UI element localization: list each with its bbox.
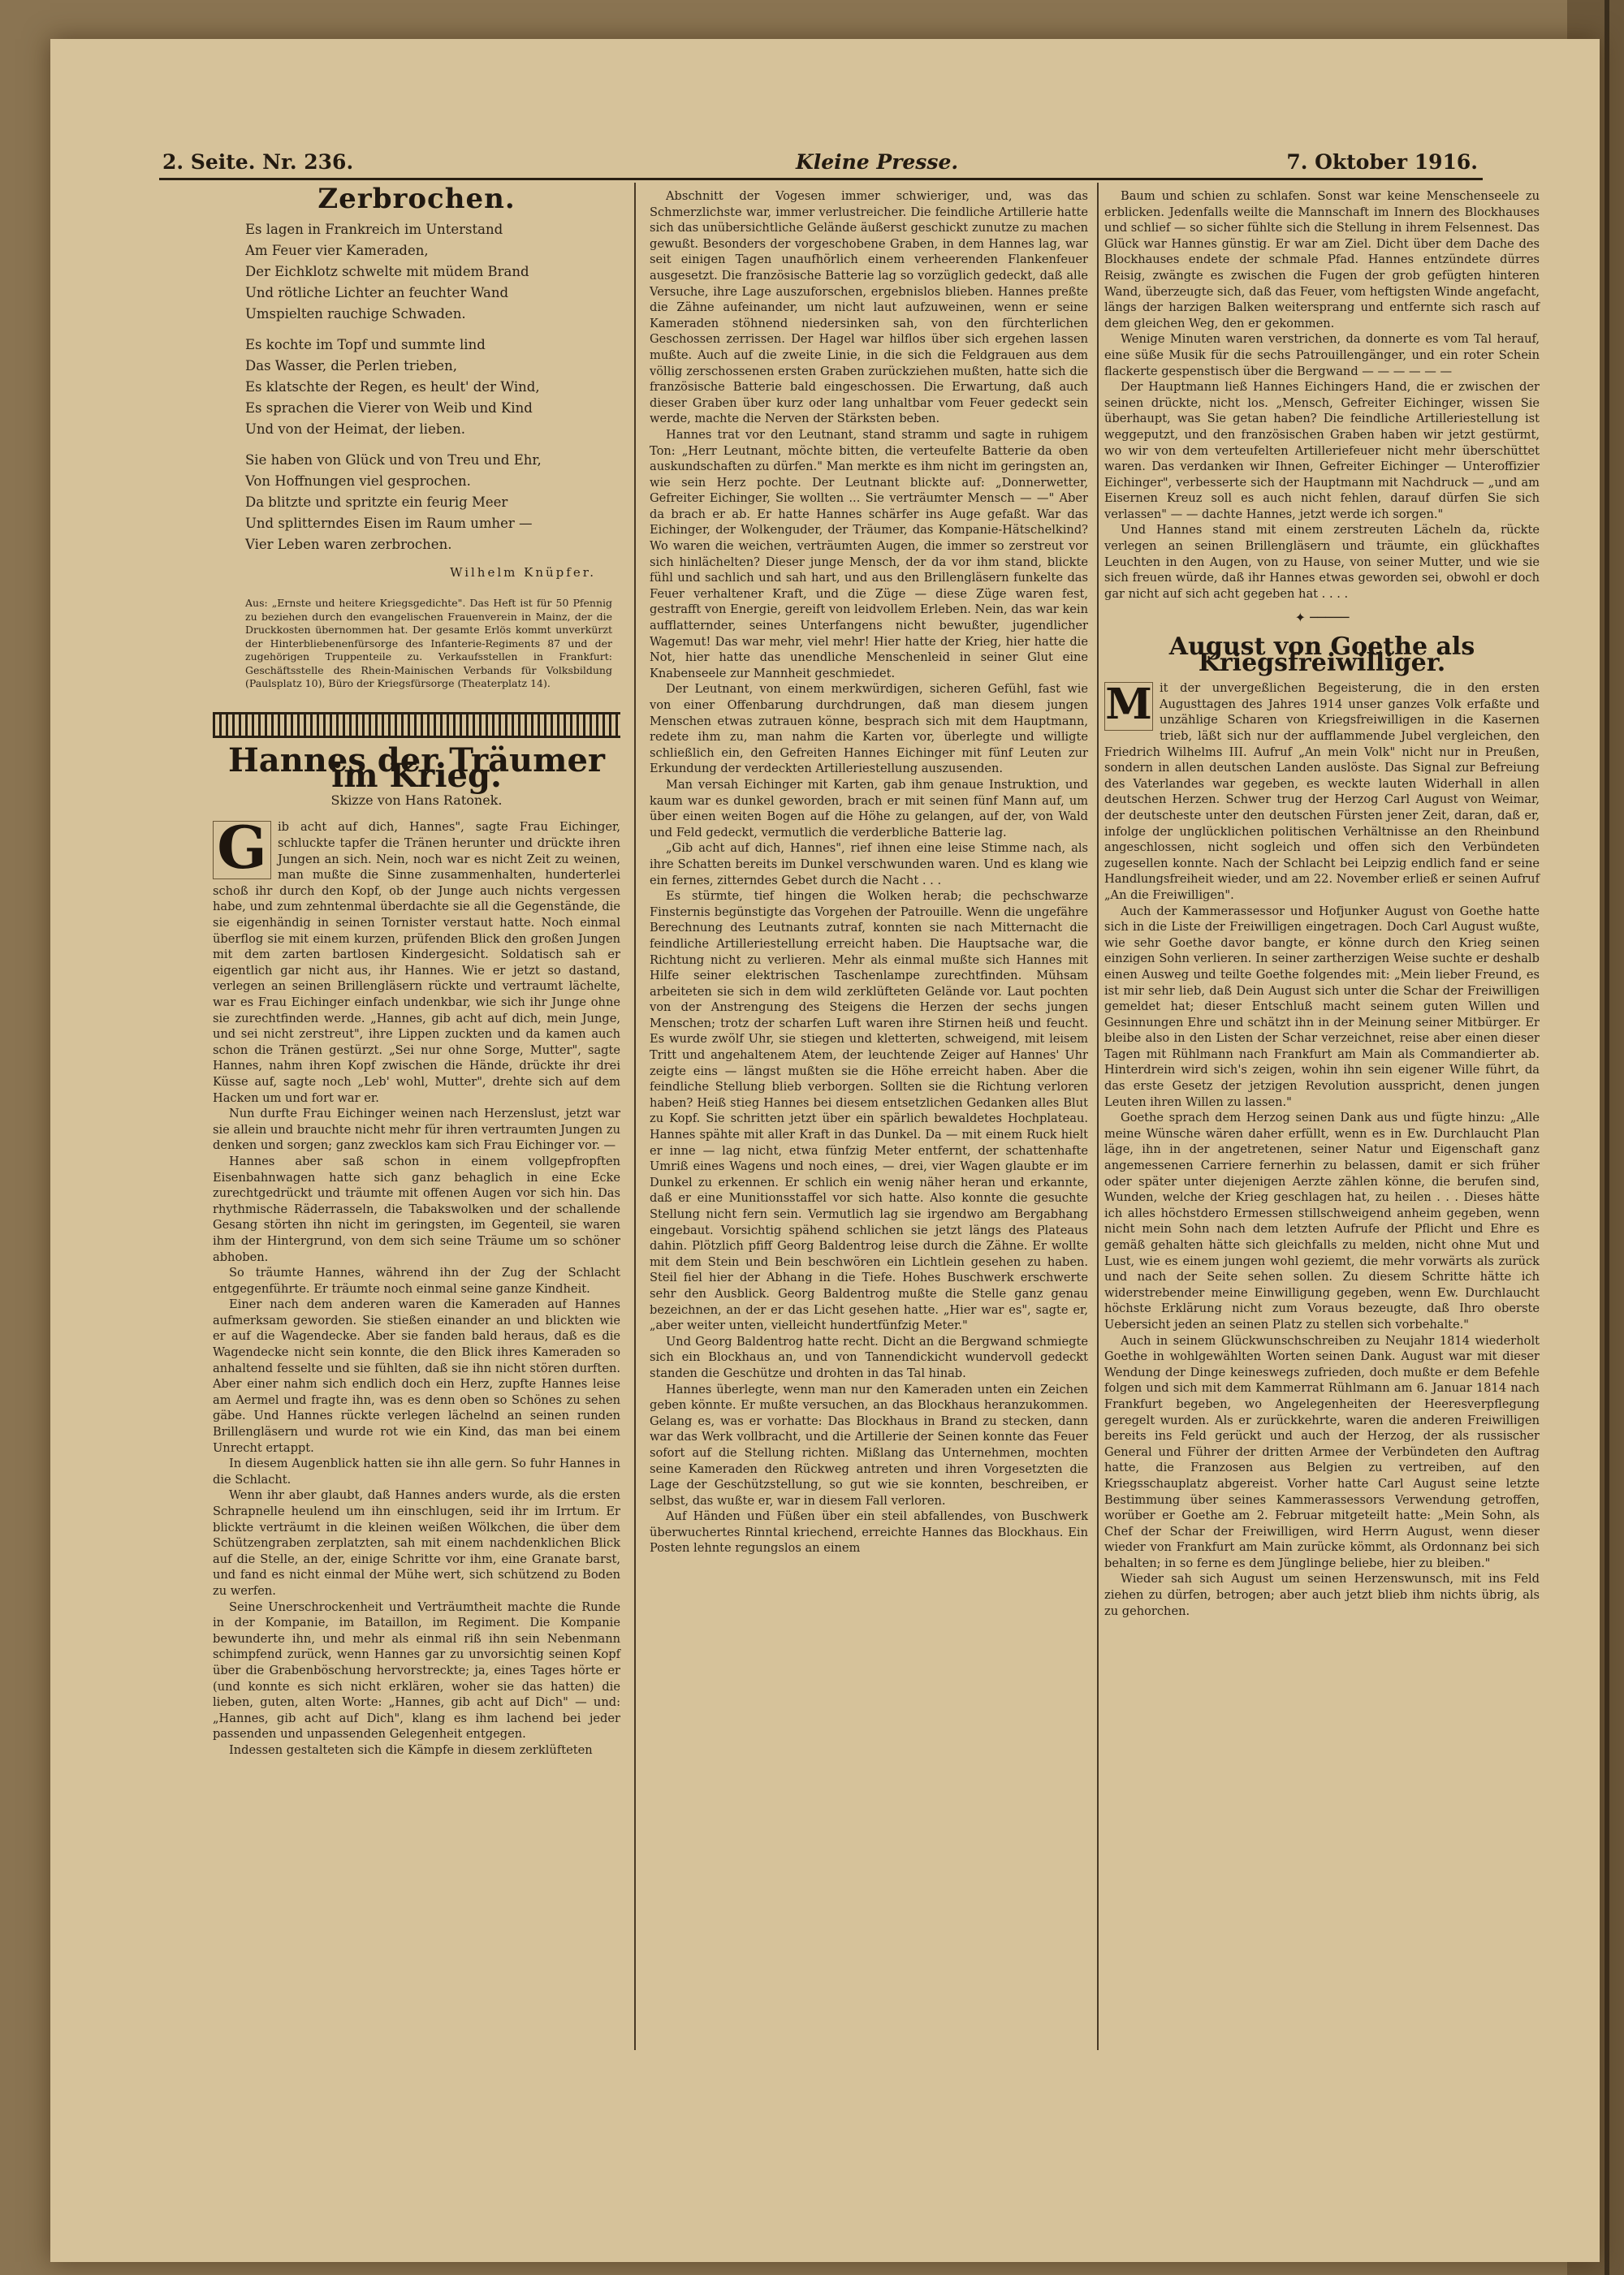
paragraph xyxy=(1104,680,1540,903)
paragraph xyxy=(213,813,620,1106)
paragraph: Auch in seinem Glückwunschschreiben zu Neujahr 1814 wiederholt Goethe in wohlgewählten Worten seinen Dank. August war mit dieser Wendung der Dinge keineswegs zufrieden, doch mußte er dem Befehle folgen und sich mit dem Kammerrat Rühlmann am 6. Januar 1814 nach Frankfurt begeben, wo Angelegenheiten der Heeresverpflegung geregelt wurden. Als er zurückkehrte, waren die anderen Freiwilligen bereits ins Feld gerückt und auch der Herzog, der als russischer General und Führer der dritten Armee der Verbündeten den Auftrag hatte, die Franzosen aus Belgien zu vertreiben, auf den Kriegsschauplatz abgereist. Vorher hatte Carl August seine letzte Bestimmung über seines Kammerassessors Verwendung getroffen, worüber er Goethe am 2. Februar mitgeteilt hatte: „Mein Sohn, als Chef der Schar der Freiwilligen, wird Herrn August, wenn dieser wieder von Frankfurt am Main zurücke kömmt, als Ordonnanz bei sich behalten; in so ferne es dem Jünglinge beliebe, hier zu bleiben." xyxy=(1104,1333,1540,1570)
poem-stanzas xyxy=(213,219,620,555)
paragraph: Der Hauptmann ließ Hannes Eichingers Hand, die er zwischen der seinen drückte, nicht los. „Mensch, Gefreiter Eichinger, wissen Sie überhaupt, was Sie getan haben? Die feindliche Artilleriestellung ist weggeputzt, und den französischen Graben haben wir jetzt gestürmt, wo wir von dem verteufelten Artilleriefeuer nicht mehr überschüttet waren. Das verdanken wir Ihnen, Gefreiter Eichinger — Unteroffizier Eichinger", verbesserte sich der Hauptmann mit Nachdruck — „und am Eisernen Kreuz soll es auch nicht fehlen, darauf dürfen Sie sich verlassen" — — dachte Hannes, jetzt werde ich sorgen." xyxy=(1104,380,1540,521)
poem-line: Es lagen in Frankreich im Unterstand xyxy=(245,221,503,237)
paragraph-text: it der unvergeßlichen Begeisterung, die in den ersten Augusttagen des Jahres 1914 unser ganzes Volk erfaßte und unzählige Scharen von Kriegsfreiwilligen in die Kasernen trieb, läßt sich nur der aufflammende Jubel vergleichen, den Friedrich Wilhelms III. Aufruf „An mein Volk" nicht nur in Preußen, sondern in allen deutschen Landen auslöste. Das Signal zur Befreiung des Vaterlandes war gegeben, es weckte lauten Widerhall in allen deutschen Herzen. Schwer trug der Herzog Carl August von Weimar, der deutscheste unter den deutschen Fürsten jener Zeit, daran, daß er, infolge der unglücklichen politischen Verhältnisse an den Rheinbund angeschlossen, nicht sogleich und offen sich den Verbündeten zugesellen konnte. Nach der Schlacht bei Leipzig endlich fand er seine Handlungsfreiheit wieder, und am 22. November erließ er seinen Aufruf „An die Freiwilligen". xyxy=(1104,681,1540,902)
paragraph: Und Georg Baldentrog hatte recht. Dicht an die Bergwand schmiegte sich ein Blockhaus an, und von Tannendickicht wundervoll gedeckt standen die Geschütze und drohten in das Tal hinab. xyxy=(650,1334,1088,1380)
paragraph: Man versah Eichinger mit Karten, gab ihm genaue Instruktion, und kaum war es dunkel geworden, brach er mit seinen fünf Mann auf, um über einen weiten Bogen auf die Höhe zu gelangen, auf der, von Wald und Feld gedeckt, vermutlich die verderbliche Batterie lag. xyxy=(650,777,1088,840)
paragraph: Hannes aber saß schon in einem vollgepfropften Eisenbahnwagen hatte sich ganz behaglich in eine Ecke zurechtgedrückt und träumte mit offenen Augen vor sich hin. Das rhythmische Räderrasseln, die Tabakswolken und der schallende Gesang störten ihn nicht im geringsten, im Gegenteil, sie waren ihm der Hintergrund, von dem sich seine Träume um so schöner abhoben. xyxy=(213,1154,620,1264)
section-divider: ✦ ───── xyxy=(1294,610,1350,626)
story-text-col1 xyxy=(213,813,620,1758)
paragraph: Es stürmte, tief hingen die Wolken herab; die pechschwarze Finsternis begünstigte das Vorgehen der Patrouille. Wenn die ungefähre Berechnung des Leutnants zutraf, konnten sie nach Mitternacht die feindliche Artilleriestellung erreicht haben. Die Hauptsache war, die Richtung nicht zu verlieren. Mehr als einmal mußte sich Hannes mit Hilfe seiner elektrischen Taschenlampe zurechtfinden. Mühsam arbeiteten sie sich in dem wild zerklüfteten Gelände vor. Laut pochten von der Anstrengung des Steigens die Herzen der sechs jungen Menschen; trotz der scharfen Luft waren ihre Stirnen heiß und feucht. Es wurde zwölf Uhr, sie stiegen und kletterten, schweigend, mit leisem Tritt und angehaltenem Atem, der leuchtende Zeiger auf Hannes' Uhr zeigte eins — längst mußten sie die Höhe erreicht haben. Aber die feindliche Stellung blieb verborgen. Sollten sie die Richtung verloren haben? Heiß stieg Hannes bei diesem entsetzlichen Gedanken alles Blut zu Kopf. Sie schritten jetzt über ein spärlich bewaldetes Hochplateau. Hannes spähte mit aller Kraft in das Dunkel. Da — mit einem Ruck hielt er inne — lag nicht, etwa fünfzig Meter entfernt, der schattenhafte Umriß eines Wagens und noch eines, — drei, vier Wagen glaubte er im Dunkel zu erkennen. Er schlich ein wenig näher heran und erkannte, daß er eine Munitionsstaffel vor sich hatte. Also konnte die gesuchte Stellung nicht fern sein. Vermutlich lag sie irgendwo am Bergabhang eingebaut. Vorsichtig spähend schlichen sie jetzt längs des Plateaus dahin. Plötzlich pfiff Georg Baldentrog leise durch die Zähne. Er wollte mit dem Stein und Bein beschwören ein Lichtlein gesehen zu haben. Steil fiel hier der Abhang in die Tiefe. Hohes Buschwerk erschwerte sehr den Ausblick. Georg Baldentrog mußte die Stelle ganz genau bezeichnen, an der er das Licht gesehen hatte. „Hier war es", sagte er, „aber weiter unten, vielleicht hundertfünfzig Meter." xyxy=(650,889,1088,1333)
ornamental-divider xyxy=(213,712,620,738)
paragraph: Wieder sah sich August um seinen Herzenswunsch, mit ins Feld ziehen zu dürfen, betrogen; aber auch jetzt blieb ihm nichts übrig, als zu gehorchen. xyxy=(1104,1572,1540,1618)
paragraph: Hannes überlegte, wenn man nur den Kameraden unten ein Zeichen geben könnte. Er mußte versuchen, an das Blockhaus heranzukommen. Gelang es, was er vorhatte: Das Blockhaus in Brand zu stecken, dann war das Werk vollbracht, und die Artillerie der Seinen konnte das Feuer sofort auf die Stellung richten. Mißlang das Unternehmen, mochten seine Kameraden den Rückweg antreten und ihren Vorgesetzten die Lage der Geschützstellung, so gut wie sie konnten, beschreiben, er selbst, das wußte er, war in diesem Fall verloren. xyxy=(650,1382,1088,1508)
story-text-col3 xyxy=(1104,188,1540,602)
poem-stanza xyxy=(245,450,620,555)
paragraph: Wenige Minuten waren verstrichen, da donnerte es vom Tal herauf, eine süße Musik für die sechs Patrouillengänger, und ein roter Schein flackerte gespenstisch über die Bergwand — — — — — — xyxy=(1104,332,1540,378)
page-number: 2. Seite. Nr. 236. xyxy=(162,150,354,174)
poem-line: Und splitterndes Eisen im Raum umher — xyxy=(245,515,533,531)
article-title: August von Goethe als Kriegsfreiwilliger. xyxy=(1168,632,1475,677)
paragraph: Baum und schien zu schlafen. Sonst war keine Menschenseele zu erblicken. Jedenfalls weilte die Mannschaft im Innern des Blockhauses und schlief — so sicher fühlte sich die Stellung in ihrem Felsennest. Das Glück war Hannes günstig. Er war am Ziel. Dicht über dem Dache des Blockhauses endete der schmale Pfad. Hannes entzündete dürres Reisig, zwängte es zwischen die Fugen der grob gefügten hinteren Wand, überzeugte sich, daß das Feuer, vom heftigsten Winde angefacht, längs der harzigen Balken weitersprang und entfernte sich rasch auf dem gleichen Weg, den er gekommen. xyxy=(1104,189,1540,330)
header-rule xyxy=(159,178,1483,180)
paragraph: In diesem Augenblick hatten sie ihn alle gern. So fuhr Hannes in die Schlacht. xyxy=(213,1457,620,1487)
drop-cap: M xyxy=(1105,680,1152,730)
paragraph: Nun durfte Frau Eichinger weinen nach Herzenslust, jetzt war sie allein und brauchte nicht mehr für ihren vertraumten Jungen zu denken und sorgen; ganz zwecklos kam sich Frau Eichinger vor. — xyxy=(213,1107,620,1153)
poem-line: Es klatschte der Regen, es heult' der Wind, xyxy=(245,378,540,395)
paragraph: Einer nach dem anderen waren die Kameraden auf Hannes aufmerksam geworden. Sie stießen einander an und blickten wie er auf die Wagendecke. Aber sie fanden bald heraus, daß es die Wagendecke nicht sein konnte, die den Blick ihres Kameraden so anhaltend fesselte und sie fühlten, daß sie ihn nicht stören durften. Aber einer nahm sich endlich doch ein Herz, zupfte Hannes leise am Aermel und fragte ihn, was es denn oben so Schönes zu sehen gäbe. Und Hannes rückte verlegen lächelnd an seinen runden Brillengläsern und wurde rot wie ein Kind, das man bei einem Unrecht ertappt. xyxy=(213,1297,620,1455)
poem-line: Es sprachen die Vierer von Weib und Kind xyxy=(245,399,533,416)
paragraph: Wenn ihr aber glaubt, daß Hannes anders wurde, als die ersten Schrapnelle heulend um ihn einschlugen, seid ihr im Irrtum. Er blickte verträumt in die kleinen weißen Wölkchen, die über dem Schützengraben zerplatzten, sah mit einem nachdenklichen Blick auf die Stelle, an der, einige Schritte vor ihm, eine Granate barst, und fand es nicht einmal der Mühe wert, sich schützend zu Boden zu werfen. xyxy=(213,1488,620,1598)
poem-author: Wilhelm Knüpfer. xyxy=(450,564,596,580)
paragraph: Indessen gestalteten sich die Kämpfe in diesem zerklüfteten xyxy=(229,1742,593,1757)
poem-line: Das Wasser, die Perlen trieben, xyxy=(245,357,457,373)
poem-line: Sie haben von Glück und von Treu und Ehr, xyxy=(245,451,542,468)
paragraph: Seine Unerschrockenheit und Verträumtheit machte die Runde in der Kompanie, im Bataillon, im Regiment. Die Kompanie bewunderte ihn, und mehr als einmal riß ihn sein Nebenmann schimpfend zurück, wenn Hannes gar zu unvorsichtig seinen Kopf über die Grabenböschung hervorstreckte; ja, eines Tages hörte er (und konnte es sich nicht erklären, woher sie das hatten) die lieben, guten, alten Worte: „Hannes, gib acht auf Dich" — und: „Hannes, gib acht auf Dich", klang es ihm lachend bei jeder passenden und unpassenden Gelegenheit entgegen. xyxy=(213,1599,620,1742)
column-rule xyxy=(634,183,636,2050)
paragraph: Goethe sprach dem Herzog seinen Dank aus und fügte hinzu: „Alle meine Wünsche wären daher erfüllt, wenn es in Ew. Durchlaucht Plan läge, ihn in der angetretenen, seiner Natur und Eigenschaft ganz angemessenen Carriere fernerhin zu belassen, damit er sich früher oder später unter diejenigen Aerzte zählen könne, die berufen sind, Wunden, welche der Krieg geschlagen hat, zu heilen . . . Dieses hätte ich alles höchstdero Ermessen stillschweigend anheim gegeben, wenn nicht mein Sohn nach dem letzten Aufrufe der Pflicht und Ehre es gemäß gehalten hätte sich gleichfalls zu melden, nicht ohne Mut und Lust, wie es einem jungen wohl geziemt, die mehr vorwärts als zurück und nach der Seite sehen sollen. Zu diesem Schritte hätte ich widerstrebender meine Einwilligung gegeben, wenn Ew. Durchlaucht höchste Erklärung nicht zum Voraus bezeugte, daß Ihro oberste Uebersicht jeden an seinen Platz zu stellen sich vorbehalte." xyxy=(1104,1111,1540,1332)
poem-line: Da blitzte und spritzte ein feurig Meer xyxy=(245,494,508,510)
paragraph: Und Hannes stand mit einem zerstreuten Lächeln da, rückte verlegen an seinen Brillengläsern und träumte, ein glückhaftes Leuchten in den Augen, von zu Hause, von seiner Mutter, und wie sie sich freuen würde, daß ihr Hannes etwas geworden sei, obwohl er doch gar nicht auf sich acht gegeben hat . . . . xyxy=(1104,523,1540,601)
paragraph: Auf Händen und Füßen über ein steil abfallendes, von Buschwerk überwuchertes Rinntal kriechend, erreichte Hannes das Blockhaus. Ein Posten lehnte regungslos an einem xyxy=(650,1509,1088,1556)
paragraph: „Gib acht auf dich, Hannes", rief ihnen eine leise Stimme nach, als ihre Schatten bereits im Dunkel verschwunden waren. Und es klang wie ein fernes, zitterndes Gebet durch die Nacht . . . xyxy=(650,841,1088,887)
column-2 xyxy=(650,188,1088,1556)
column-3 xyxy=(1104,188,1540,1619)
poem-line: Vier Leben waren zerbrochen. xyxy=(245,536,452,552)
poem-source-note: Aus: „Ernste und heitere Kriegsgedichte". Das Heft ist für 50 Pfennig zu beziehen durch den evangelischen Frauenverein in Mainz, der die Druckkosten übernommen hat. Der gesamte Erlös kommt unverkürzt der Hinterbliebenenfürsorge des Infanterie-Regiments 87 und der zugehörigen Truppenteile zu. Verkaufsstellen in Frankfurt: Geschäftsstelle des Rhein-Mainischen Verbands für Volksbildung (Paulsplatz 10), Büro der Kriegsfürsorge (Theaterplatz 14). xyxy=(245,597,612,690)
paragraph: Auch der Kammerassessor und Hofjunker August von Goethe hatte sich in die Liste der Freiwilligen eingetragen. Doch Carl August wußte, wie sehr Goethe davor bangte, er könne durch den Krieg seinen einzigen Sohn verlieren. In seiner zartherzigen Weise suchte er deshalb einen Ausweg und teilte Goethe folgendes mit: „Mein lieber Freund, es ist mir sehr lieb, daß Dein August sich unter die Schar der Freiwilligen gemeldet hat; dieser Entschluß macht seinem guten Willen und Gesinnungen Ehre und schätzt ihn in der Meinung seiner Mitbürger. Er bleibe also in den Listen der Schar verzeichnet, reise aber einen dieser Tagen mit Rühlmann nach Frankfurt am Main als Commandierter ab. Hinterdrein wird sich's zeigen, wohin ihn sein eigener Wille führt, da das erste Gesetz der jetzigen Revolution ausspricht, denen jungen Leuten ihren Willen zu lassen." xyxy=(1104,904,1540,1109)
poem-line: Der Eichklotz schwelte mit müdem Brand xyxy=(245,263,529,279)
story-text-col2 xyxy=(650,188,1088,1556)
page-gutter-line xyxy=(1605,0,1609,2275)
article-body xyxy=(1104,680,1540,1619)
poem-line: Umspielten rauchige Schwaden. xyxy=(245,305,466,322)
page-header xyxy=(162,150,1478,175)
poem-title: Zerbrochen. xyxy=(317,183,516,215)
paragraph: So träumte Hannes, während ihn der Zug der Schlacht entgegenführte. Er träumte noch einmal seine ganze Kindheit. xyxy=(213,1266,620,1296)
poem-line: Von Hoffnungen viel gesprochen. xyxy=(245,473,471,489)
paragraph: Der Leutnant, von einem merkwürdigen, sicheren Gefühl, fast wie von einer Offenbarung durchdrungen, daß man diesem jungen Menschen etwas zutrauen könne, besprach sich mit dem Hauptmann, redete ihm zu, man nahm die Karten vor, überlegte und willigte schließlich ein, den Gefreiten Hannes Eichinger mit fünf Leuten zur Erkundung der verdeckten Artilleriestellung auszusenden. xyxy=(650,682,1088,776)
poem-line: Und rötliche Lichter an feuchter Wand xyxy=(245,284,509,300)
poem-line: Und von der Heimat, der lieben. xyxy=(245,421,465,437)
newspaper-name: Kleine Presse. xyxy=(796,150,959,174)
story-byline: Skizze von Hans Ratonek. xyxy=(330,792,503,808)
poem-stanza xyxy=(245,219,620,325)
story-title: Hannes der Träumer im Krieg. xyxy=(228,740,605,796)
poem-stanza xyxy=(245,335,620,440)
drop-cap: G xyxy=(213,821,271,879)
paragraph: Abschnitt der Vogesen immer schwieriger, und, was das Schmerzlichste war, immer verlustreicher. Die feindliche Artillerie hatte sich das unübersichtliche Gelände äußerst geschickt zunutze zu machen gewußt. Besonders der vorgeschobene Graben, in dem Hannes lag, war seit einigen Tagen unaufhörlich einem verheerenden Flankenfeuer ausgesetzt. Die französische Batterie lag so vorzüglich gedeckt, daß alle Versuche, ihre Lage auszuforschen, ergebnislos blieben. Hannes preßte die Zähne aufeinander, um nicht laut aufzuweinen, wenn er seine Kameraden stöhnend niedersinken sah, von den fürchterlichen Geschossen zerrissen. Der Hagel war hilflos über sich ergehen lassen mußte. Auch auf die zweite Linie, in die sich die Feldgrauen aus dem völlig zerschossenen ersten Graben zurückziehen mußten, hatte sich die französische Batterie bald eingeschossen. Die Erwartung, daß auch dieser Graben über kurz oder lang unhaltbar vom Feuer gedeckt sein werde, machte die Nerven der Stärksten beben. xyxy=(650,189,1088,426)
issue-date: 7. Oktober 1916. xyxy=(1286,150,1478,174)
poem-line: Am Feuer vier Kameraden, xyxy=(245,242,429,258)
paragraph: Hannes trat vor den Leutnant, stand stramm und sagte in ruhigem Ton: „Herr Leutnant, möchte bitten, die verteufelte Batterie da oben auskundschaften zu dürfen." Man merkte es ihm nicht im geringsten an, wie sein Herz pochte. Der Leutnant blickte auf: „Donnerwetter, Gefreiter Eichinger, Sie wollten ... Sie verträumter Mensch — —" Aber da brach er ab. Er hatte Hannes schärfer ins Auge gefaßt. War das Eichinger, der Wolkenguder, der Träumer, das Kompanie-Hätschelkind? Wo waren die weichen, verträumten Augen, die immer so zerstreut vor sich hinlächelten? Dieser junge Mensch, der da vor ihm stand, blickte fühl und sachlich und sah hart, und aus den Brillengläsern funkelte das Feuer verhaltener Kraft, und die Züge — diese Züge waren fest, gestrafft von Energie, gereift von leidvollem Erleben. Nein, das war kein aufflatternder, seines Unterfangens nicht bewußter, jugendlicher Wagemut! Das war mehr, viel mehr! Hier hatte der Krieg, hier hatte die Not, hier hatte das unendliche Menschenleid in seiner Glut eine Knabenseele zur Mannheit geschmiedet. xyxy=(650,427,1088,680)
column-1 xyxy=(213,183,620,1759)
poem-line: Es kochte im Topf und summte lind xyxy=(245,336,486,352)
column-rule xyxy=(1097,183,1099,2050)
paragraph-text: ib acht auf dich, Hannes", sagte Frau Eichinger, schluckte tapfer die Tränen herunter und drückte ihren Jungen an sich. Nein, noch war es nicht Zeit zu weinen, man mußte die Sinne zusammenhalten, hunderterlei schoß ihr durch den Kopf, ob der Junge auch nichts vergessen habe, und zum zehntenmal überdachte sie all die Gegenstände, die sie eigenhändig in seinen Tornister verstaut hatte. Noch einmal überflog sie mit einem kurzen, prüfenden Blick den großen Jungen mit dem zarten bartlosen Kindergesicht. Soldatisch sah er eigentlich gar nicht aus, ihr Hannes. Wie er jetzt so dastand, verlegen an seinen Brillengläsern rückte und vertraumt lächelte, war es Frau Eichinger einfach undenkbar, wie sich ihr Junge ohne sie zurechtfinden werde. „Hannes, gib acht auf dich, mein Junge, und sei nicht zerstreut", ihre Lippen zuckten und da kamen auch schon die Tränen gestürzt. „Sei nur ohne Sorge, Mutter", sagte Hannes, nahm ihren Kopf zwischen die Hände, drückte ihr drei Küsse auf, sagte noch „Leb' wohl, Mutter", drehte sich auf dem Hacken um und fort war er. xyxy=(213,820,620,1105)
